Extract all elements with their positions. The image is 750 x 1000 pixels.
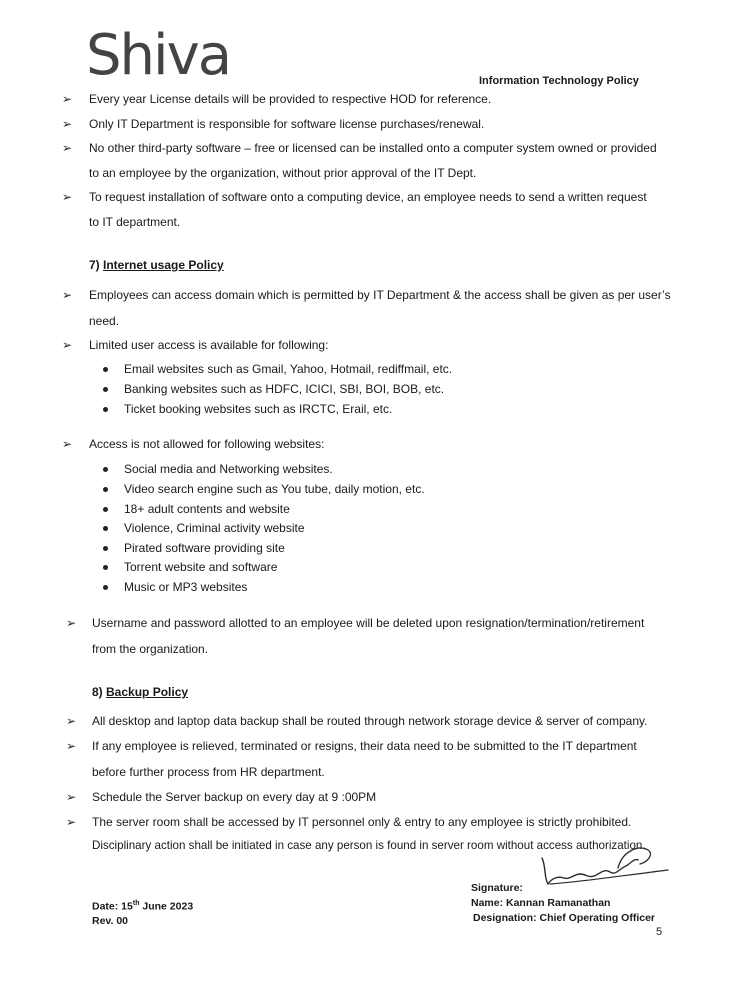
arrow-bullet-icon: ➢	[66, 739, 77, 753]
handwritten-signature	[530, 838, 680, 898]
signature-label: Signature:	[471, 882, 523, 894]
arrow-bullet-icon: ➢	[62, 190, 73, 204]
arrow-bullet-icon: ➢	[62, 338, 73, 352]
section-title: Backup Policy	[106, 685, 189, 699]
sub-list-item: Email websites such as Gmail, Yahoo, Hotmail, rediffmail, etc.	[124, 362, 453, 376]
sub-list-item: Pirated software providing site	[124, 541, 285, 555]
arrow-bullet-icon: ➢	[62, 141, 73, 155]
list-item: Employees can access domain which is permitted by IT Department & the access shall be given as per user’s	[89, 288, 671, 302]
sub-list-item: Banking websites such as HDFC, ICICI, SBI, BOI, BOB, etc.	[124, 382, 445, 396]
list-item: Only IT Department is responsible for software license purchases/renewal.	[89, 117, 485, 131]
list-item: No other third-party software – free or licensed can be installed onto a computer system owned or provided	[89, 141, 657, 155]
arrow-bullet-icon: ➢	[66, 790, 77, 804]
list-item-continuation: before further process from HR department.	[92, 765, 325, 779]
signatory-designation: Designation: Chief Operating Officer	[473, 912, 656, 924]
dot-bullet-icon	[103, 487, 108, 492]
dot-bullet-icon	[103, 367, 108, 372]
dot-bullet-icon	[103, 546, 108, 551]
page-number: 5	[656, 926, 663, 938]
list-item: Limited user access is available for following:	[89, 338, 329, 352]
list-item: All desktop and laptop data backup shall be routed through network storage device & server of company.	[92, 714, 648, 728]
list-item-continuation: to an employee by the organization, without prior approval of the IT Dept.	[89, 166, 477, 180]
list-item: Schedule the Server backup on every day at 9 :00PM	[92, 790, 377, 804]
dot-bullet-icon	[103, 526, 108, 531]
list-item: If any employee is relieved, terminated or resigns, their data need to be submitted to the IT department	[92, 739, 637, 753]
list-item-continuation: Disciplinary action shall be initiated in case any person is found in server room without access authorization.	[92, 839, 646, 852]
list-item: Access is not allowed for following websites:	[89, 437, 325, 451]
section-number: 8)	[92, 685, 103, 699]
list-item: To request installation of software onto a computing device, an employee needs to send a written request	[89, 190, 647, 204]
arrow-bullet-icon: ➢	[66, 616, 77, 630]
sub-list-item: Video search engine such as You tube, daily motion, etc.	[124, 482, 425, 496]
section-heading-backup	[92, 685, 188, 699]
list-item: The server room shall be accessed by IT personnel only & entry to any employee is strictly prohibited.	[92, 815, 632, 829]
sub-list-item: 18+ adult contents and website	[124, 502, 290, 516]
list-item: Username and password allotted to an employee will be deleted upon resignation/termination/retirement	[92, 616, 645, 630]
list-item-continuation: to IT department.	[89, 215, 181, 229]
dot-bullet-icon	[103, 507, 108, 512]
dot-bullet-icon	[103, 387, 108, 392]
arrow-bullet-icon: ➢	[62, 117, 73, 131]
section-number: 7)	[89, 258, 100, 272]
list-item-continuation: need.	[89, 314, 120, 328]
sub-list-item: Social media and Networking websites.	[124, 462, 333, 476]
arrow-bullet-icon: ➢	[62, 437, 73, 451]
sub-list-item: Ticket booking websites such as IRCTC, Erail, etc.	[124, 402, 393, 416]
dot-bullet-icon	[103, 407, 108, 412]
document-date: Date: 15th June 2023	[92, 900, 194, 913]
section-title: Internet usage Policy	[103, 258, 224, 272]
dot-bullet-icon	[103, 565, 108, 570]
list-item-continuation: from the organization.	[92, 642, 209, 656]
dot-bullet-icon	[103, 585, 108, 590]
arrow-bullet-icon: ➢	[66, 714, 77, 728]
list-item: Every year License details will be provided to respective HOD for reference.	[89, 92, 492, 106]
document-title: Information Technology Policy	[479, 75, 639, 87]
sub-list-item: Violence, Criminal activity website	[124, 521, 305, 535]
signatory-name: Name: Kannan Ramanathan	[471, 897, 611, 909]
revision-number: Rev. 00	[92, 915, 128, 927]
arrow-bullet-icon: ➢	[62, 288, 73, 302]
sub-list-item: Music or MP3 websites	[124, 580, 248, 594]
dot-bullet-icon	[103, 467, 108, 472]
sub-list-item: Torrent website and software	[124, 560, 278, 574]
arrow-bullet-icon: ➢	[62, 92, 73, 106]
arrow-bullet-icon: ➢	[66, 815, 77, 829]
company-logo: Shiva	[86, 23, 231, 88]
section-heading-internet-usage	[89, 258, 224, 272]
